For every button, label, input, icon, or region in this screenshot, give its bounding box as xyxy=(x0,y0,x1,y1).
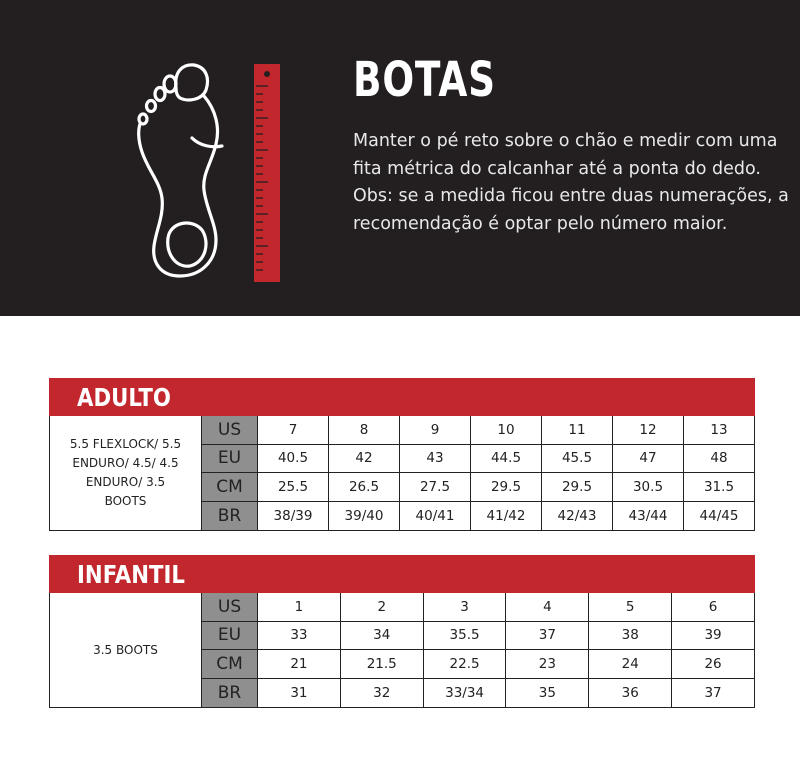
size-cell: 2 xyxy=(341,593,424,621)
size-cell: 27.5 xyxy=(400,473,471,501)
size-cell: 35.5 xyxy=(424,622,507,650)
size-cell: 45.5 xyxy=(542,445,613,473)
size-cell: 5 xyxy=(589,593,672,621)
size-cell: 8 xyxy=(329,416,400,444)
size-cell: 43/44 xyxy=(613,502,684,531)
adulto-models xyxy=(50,416,202,530)
infantil-row-cm xyxy=(202,650,754,679)
size-cell: 40.5 xyxy=(258,445,329,473)
adulto-size-table xyxy=(49,378,755,531)
size-cell: 35 xyxy=(506,679,589,708)
ruler-icon xyxy=(254,64,280,282)
size-cell: 38/39 xyxy=(258,502,329,531)
foot-icon xyxy=(130,62,230,282)
adulto-row-cm xyxy=(202,473,754,502)
size-cell: 33 xyxy=(258,622,341,650)
size-cell: 23 xyxy=(506,650,589,678)
infantil-row-label: US xyxy=(202,593,258,621)
size-cell: 6 xyxy=(708,598,718,615)
adulto-row-label: BR xyxy=(202,502,258,531)
size-cell: 42 xyxy=(329,445,400,473)
page-title: BOTAS xyxy=(353,52,496,108)
size-cell: 43 xyxy=(400,445,471,473)
adulto-banner xyxy=(49,378,755,416)
infantil-row-eu xyxy=(202,622,754,651)
size-cell: 32 xyxy=(341,679,424,708)
size-cell: 3 xyxy=(424,593,507,621)
size-cell: 7 xyxy=(258,416,329,444)
adulto-row-label: CM xyxy=(202,473,258,501)
size-cell: 30.5 xyxy=(613,473,684,501)
size-cell: 44.5 xyxy=(471,445,542,473)
size-cell: 37 xyxy=(704,684,722,701)
adulto-row-label: US xyxy=(202,416,258,444)
size-cell: 37 xyxy=(506,622,589,650)
adulto-grid xyxy=(202,416,754,530)
size-cell: 34 xyxy=(341,622,424,650)
infantil-grid xyxy=(202,593,754,707)
size-cell: 21 xyxy=(258,650,341,678)
size-cell: 31.5 xyxy=(703,478,735,495)
size-cell: 24 xyxy=(589,650,672,678)
size-cell: 48 xyxy=(710,450,728,467)
size-cell: 4 xyxy=(506,593,589,621)
header-panel xyxy=(0,0,800,316)
size-cell: 10 xyxy=(471,416,542,444)
infantil-size-table xyxy=(49,555,755,708)
infantil-models xyxy=(50,593,202,707)
infantil-row-label: CM xyxy=(202,650,258,678)
size-cell: 22.5 xyxy=(424,650,507,678)
adulto-row-label: EU xyxy=(202,445,258,473)
size-cell: 25.5 xyxy=(258,473,329,501)
size-cell: 40/41 xyxy=(400,502,471,531)
size-cell: 29.5 xyxy=(542,473,613,501)
size-cell: 36 xyxy=(589,679,672,708)
adulto-title: ADULTO xyxy=(77,383,171,412)
size-cell: 26.5 xyxy=(329,473,400,501)
size-cell: 29.5 xyxy=(471,473,542,501)
size-cell: 47 xyxy=(613,445,684,473)
adulto-row-br xyxy=(202,502,754,531)
size-cell: 1 xyxy=(258,593,341,621)
size-cell: 39 xyxy=(704,627,722,644)
adulto-row-us xyxy=(202,416,754,445)
infantil-title: INFANTIL xyxy=(77,560,185,589)
infantil-row-br xyxy=(202,679,754,708)
size-cell: 11 xyxy=(542,416,613,444)
adulto-table-body xyxy=(49,416,755,531)
size-cell: 42/43 xyxy=(542,502,613,531)
infantil-models-text: 3.5 BOOTS xyxy=(93,642,158,657)
infantil-banner xyxy=(49,555,755,593)
size-cell: 38 xyxy=(589,622,672,650)
size-cell: 21.5 xyxy=(341,650,424,678)
size-cell: 12 xyxy=(613,416,684,444)
infantil-row-label: EU xyxy=(202,622,258,650)
adulto-models-text: 5.5 FLEXLOCK/ 5.5 ENDURO/ 4.5/ 4.5 ENDURO/ 3.5 BOOTS xyxy=(69,437,182,508)
infantil-row-us xyxy=(202,593,754,622)
size-cell: 9 xyxy=(400,416,471,444)
infantil-row-label: BR xyxy=(202,679,258,708)
size-cell: 39/40 xyxy=(329,502,400,531)
size-cell: 31 xyxy=(258,679,341,708)
infantil-table-body xyxy=(49,593,755,708)
adulto-row-eu xyxy=(202,445,754,474)
size-cell: 44/45 xyxy=(699,507,739,524)
size-cell: 13 xyxy=(710,421,728,438)
size-cell: 26 xyxy=(704,655,722,672)
size-cell: 33/34 xyxy=(424,679,507,708)
measurement-instructions: Manter o pé reto sobre o chão e medir com uma fita métrica do calcanhar até a ponta do dedo. Obs: se a medida ficou entre duas numerações, a recomendação é optar pelo número maior. xyxy=(353,131,789,234)
size-cell: 41/42 xyxy=(471,502,542,531)
